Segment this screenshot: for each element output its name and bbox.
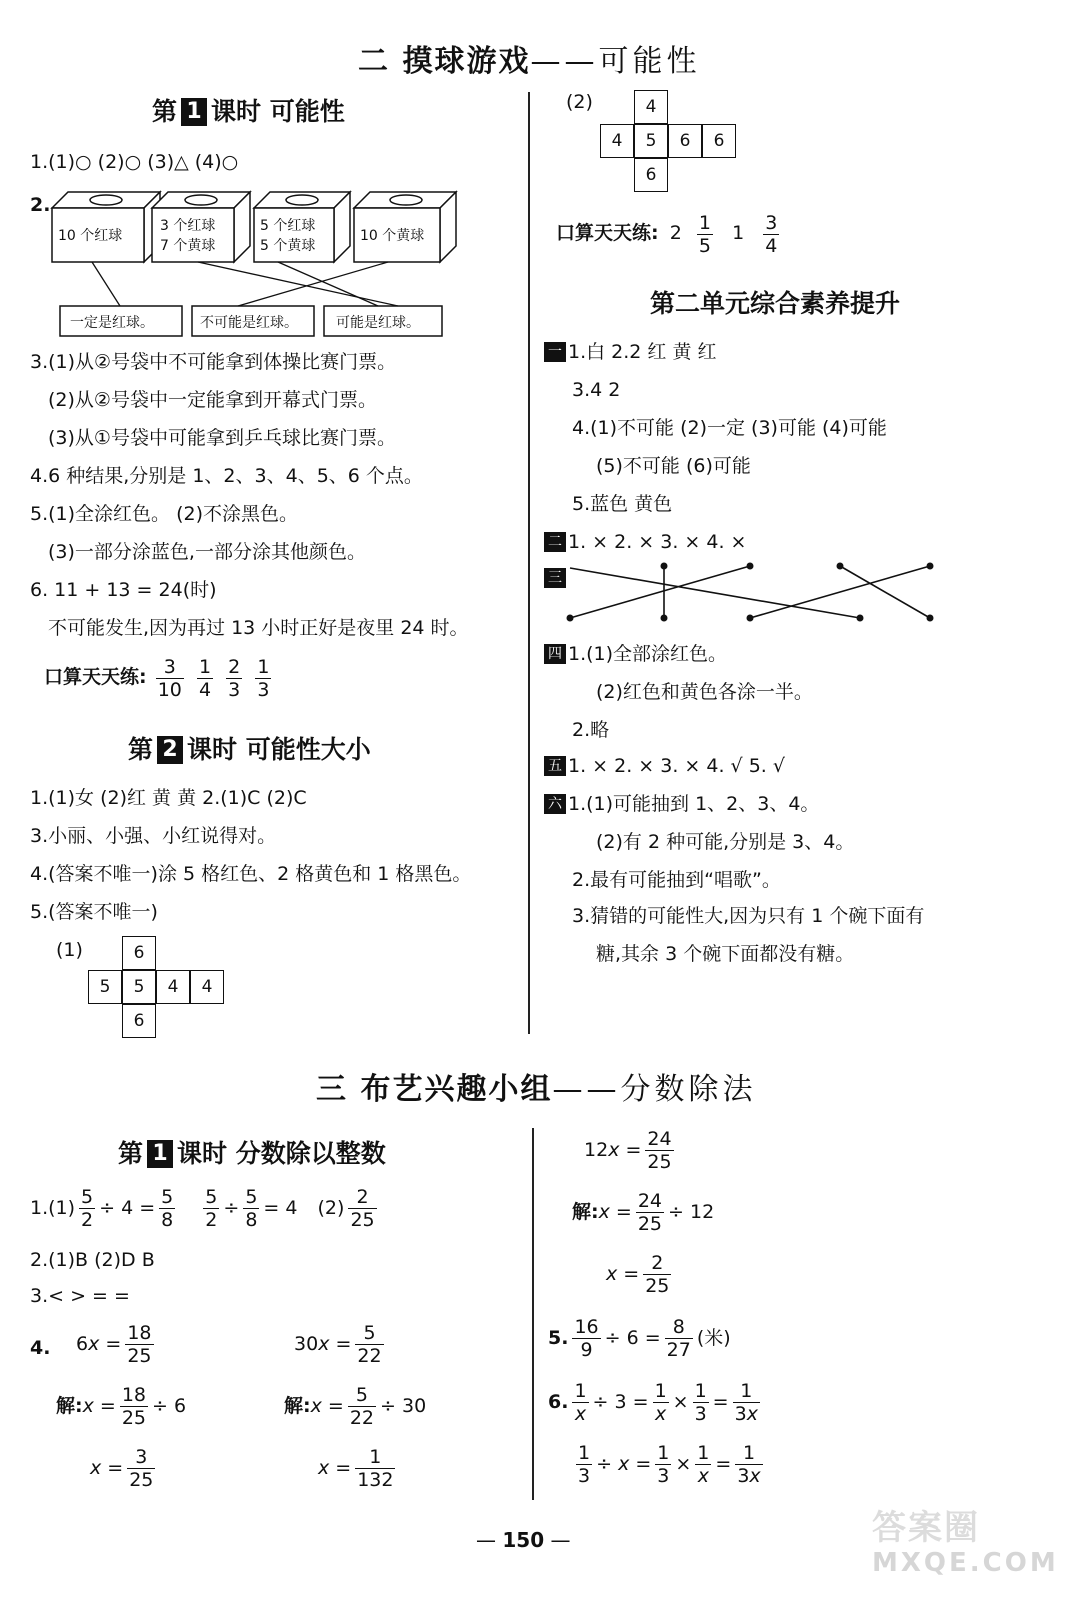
- denominator: 25: [645, 1275, 670, 1297]
- net-2-cell: 5: [634, 124, 668, 158]
- expr: =: [715, 1453, 732, 1475]
- denominator: 2: [81, 1209, 94, 1231]
- mental-math-label: 口算天天练:: [556, 222, 659, 244]
- review-line: 1.(1)全部涂红色。: [568, 643, 728, 665]
- expr: ÷ 6: [152, 1395, 187, 1417]
- denominator: 2: [205, 1209, 218, 1231]
- fraction: [159, 1186, 175, 1231]
- lesson-number-badge: 1: [147, 1140, 173, 1168]
- numerator: 5: [245, 1186, 258, 1208]
- page-number-value: 150: [502, 1528, 545, 1552]
- fraction: [636, 1190, 664, 1235]
- review-section-1: [544, 340, 717, 364]
- lesson-1-heading: [152, 92, 345, 128]
- l2-answer-1: 1.(1)女 (2)红 黄 黄 2.(1)C (2)C: [30, 787, 307, 809]
- numerator: 3: [127, 1446, 155, 1469]
- review-line: 糖,其余 3 个碗下面都没有糖。: [596, 943, 855, 965]
- numerator: 2: [348, 1186, 376, 1209]
- unit-subtitle: 分数除法: [620, 1072, 757, 1107]
- fraction: [655, 1442, 671, 1487]
- fraction: [348, 1384, 376, 1429]
- equation: [606, 1252, 675, 1297]
- lesson-pre: 第: [118, 1139, 144, 1168]
- review-line: 1. × 2. × 3. × 4. √ 5. √: [568, 755, 785, 777]
- numerator: 3: [156, 656, 184, 679]
- result-2: 不可能是红球。: [200, 315, 298, 331]
- net-1-cell: 4: [156, 970, 190, 1004]
- net-2-cell: 4: [634, 90, 668, 124]
- numerator: 1: [355, 1446, 395, 1469]
- question-label: 6.: [548, 1391, 569, 1413]
- net-1-cell: 6: [122, 1004, 156, 1038]
- expr: x =: [318, 1457, 352, 1479]
- matching-lines-diagram: [560, 558, 940, 628]
- denominator: 4: [765, 235, 778, 257]
- numerator: 5: [355, 1322, 383, 1345]
- review-line: 5.蓝色 黄色: [572, 493, 673, 515]
- fraction: [763, 212, 779, 257]
- expr: ×: [672, 1391, 689, 1413]
- fraction: [665, 1316, 693, 1361]
- dash-left: —: [476, 1528, 503, 1552]
- numerator: 1: [574, 1380, 587, 1402]
- denominator: 8: [161, 1209, 174, 1231]
- expr: x =: [310, 1395, 344, 1417]
- dash-right: —: [544, 1528, 571, 1552]
- numerator: 1: [733, 1380, 760, 1403]
- column-divider: [528, 92, 530, 1034]
- fraction: [127, 1446, 155, 1491]
- denominator: 25: [127, 1345, 152, 1367]
- denominator: 3x: [734, 1403, 758, 1425]
- denominator: x: [574, 1403, 587, 1425]
- box-3-line-2: 5 个黄球: [260, 238, 316, 254]
- denominator: 3: [657, 1465, 670, 1487]
- denominator: 3: [578, 1465, 591, 1487]
- numerator: 1: [735, 1442, 762, 1465]
- answer-3-3: (3)从①号袋中可能拿到乒乓球比赛门票。: [48, 427, 396, 449]
- box-1-label: 10 个红球: [58, 228, 123, 244]
- lesson-pre: 第: [128, 735, 154, 764]
- fraction: [79, 1186, 95, 1231]
- denominator: 8: [245, 1209, 258, 1231]
- unit-title-text: 二 摸球游戏: [358, 44, 531, 79]
- l2-answer-4: 4.(答案不唯一)涂 5 格红色、2 格黄色和 1 格黑色。: [30, 863, 472, 885]
- u3-answer-4-label: 4.: [30, 1337, 51, 1359]
- equation: [56, 1384, 186, 1429]
- denominator: 4: [198, 679, 212, 701]
- fraction: [348, 1186, 376, 1231]
- watermark-url: MXQE.COM: [872, 1548, 1059, 1578]
- box-2-line-1: 3 个红球: [160, 218, 216, 234]
- denominator: 9: [580, 1339, 593, 1361]
- expr: x =: [606, 1263, 640, 1285]
- review-line: 1.(1)可能抽到 1、2、3、4。: [568, 793, 820, 815]
- unit-3-title: [316, 1064, 756, 1108]
- section-mark: 五: [544, 756, 566, 776]
- section-mark: 一: [544, 342, 566, 362]
- net-1-cell: 4: [190, 970, 224, 1004]
- numerator: 18: [121, 1384, 147, 1406]
- numerator: 5: [205, 1186, 218, 1208]
- expr: (2): [317, 1197, 345, 1219]
- fraction: [643, 1252, 671, 1297]
- box-3-line-1: 5 个红球: [260, 218, 316, 234]
- expr: x =: [598, 1201, 632, 1223]
- mental-math-label: 口算天天练:: [44, 666, 147, 688]
- denominator: 22: [349, 1407, 375, 1429]
- review-section-5: [544, 754, 785, 778]
- unit: (米): [696, 1327, 731, 1349]
- answer-6-2: 不可能发生,因为再过 13 小时正好是夜里 24 时。: [48, 617, 469, 639]
- review-section-4: [544, 642, 727, 666]
- section-mark: 六: [544, 794, 566, 814]
- fraction: [697, 212, 713, 257]
- denominator: 25: [129, 1469, 154, 1491]
- numerator: 1: [698, 212, 711, 234]
- fraction: [572, 1316, 600, 1361]
- answer-4: 4.6 种结果,分别是 1、2、3、4、5、6 个点。: [30, 465, 423, 487]
- fraction: [695, 1442, 711, 1487]
- u3-answer-6: [548, 1380, 764, 1425]
- expr: ÷ 6 =: [604, 1327, 661, 1349]
- watermark-logo: 答案圈: [872, 1508, 980, 1548]
- section-mark: 四: [544, 644, 566, 664]
- denominator: 25: [350, 1209, 375, 1231]
- l2-answer-5: 5.(答案不唯一): [30, 901, 158, 923]
- denominator: 25: [637, 1213, 663, 1235]
- unit-title-dash: ——: [530, 44, 599, 79]
- review-line: 2.最有可能抽到“唱歌”。: [572, 869, 781, 891]
- equation: [76, 1322, 158, 1367]
- equation: [294, 1322, 388, 1367]
- review-heading: 第二单元综合素养提升: [650, 289, 901, 318]
- numerator: 24: [637, 1190, 663, 1212]
- fraction: [355, 1322, 383, 1367]
- expr: ÷ 12: [668, 1201, 715, 1223]
- numerator: 5: [161, 1186, 174, 1208]
- fraction: [735, 1442, 762, 1487]
- lesson-2-heading: [128, 730, 371, 766]
- net-2-cell: 6: [702, 124, 736, 158]
- fraction: [156, 656, 184, 701]
- l2-answer-3: 3.小丽、小强、小红说得对。: [30, 825, 277, 847]
- numerator: 8: [665, 1316, 693, 1339]
- mental-math-2: [556, 212, 783, 257]
- result-3: 可能是红球。: [336, 315, 420, 331]
- numerator: 18: [127, 1322, 152, 1344]
- answer-5-1: 5.(1)全涂红色。 (2)不涂黑色。: [30, 503, 298, 525]
- expr: =: [712, 1391, 729, 1413]
- fraction: [572, 1380, 588, 1425]
- answer-3-1: 3.(1)从②号袋中不可能拿到体操比赛门票。: [30, 351, 397, 373]
- denominator: 25: [121, 1407, 147, 1429]
- net-2-cell: 4: [600, 124, 634, 158]
- net-2-label: (2): [566, 91, 593, 113]
- lesson-post: 课时 可能性大小: [187, 735, 371, 764]
- fraction: [576, 1442, 592, 1487]
- unit-2-title: [358, 36, 700, 80]
- numerator: 1: [697, 1442, 710, 1464]
- net-1-cell: 5: [122, 970, 156, 1004]
- fraction: [355, 1446, 395, 1491]
- u3-answer-1: [30, 1186, 381, 1231]
- answer-5-2: (3)一部分涂蓝色,一部分涂其他颜色。: [48, 541, 366, 563]
- fraction: [653, 1380, 669, 1425]
- mental-math-1: [44, 656, 275, 701]
- question-label: 5.: [548, 1327, 569, 1349]
- numerator: 3: [765, 212, 778, 234]
- answer-6-1: 6. 11 + 13 = 24(时): [30, 579, 217, 601]
- u3-answer-5: [548, 1316, 731, 1361]
- review-line: (2)红色和黄色各涂一半。: [596, 681, 813, 703]
- denominator: 3: [228, 679, 241, 701]
- numerator: 1: [657, 1442, 670, 1464]
- expr: 30x =: [294, 1333, 352, 1355]
- u3-answer-6-2: [572, 1442, 767, 1487]
- numerator: 1: [257, 656, 270, 678]
- review-line: (2)有 2 种可能,分别是 3、4。: [596, 831, 855, 853]
- review-line: 3.猜错的可能性大,因为只有 1 个碗下面有: [572, 905, 925, 927]
- unit-title-dash: ——: [552, 1072, 621, 1107]
- fraction: [733, 1380, 760, 1425]
- review-line: 1. × 2. × 3. × 4. ×: [568, 531, 747, 553]
- lesson-post: 课时 可能性: [211, 97, 345, 126]
- lesson-number-badge: 1: [181, 98, 207, 126]
- net-1-cell: 6: [122, 936, 156, 970]
- equation: [284, 1384, 426, 1429]
- lesson-pre: 第: [152, 97, 178, 126]
- fraction: [203, 1186, 219, 1231]
- solution-label: 解:: [572, 1201, 599, 1223]
- equation: [584, 1128, 678, 1173]
- lesson-post: 课时 分数除以整数: [177, 1139, 386, 1168]
- numerator: 16: [574, 1316, 599, 1338]
- numerator: 1: [198, 656, 212, 678]
- denominator: 3x: [737, 1465, 761, 1487]
- numerator: 1: [694, 1380, 707, 1402]
- numerator: 1: [654, 1380, 667, 1402]
- section-mark: 二: [544, 532, 566, 552]
- answer-2-label: 2.: [30, 194, 51, 216]
- question-label: 1.(1): [30, 1197, 76, 1219]
- solution-label: 解:: [56, 1395, 83, 1417]
- fraction: [645, 1128, 673, 1173]
- integer-answer: 2: [669, 222, 682, 244]
- u3-answer-3: 3.< > = =: [30, 1285, 130, 1307]
- expr: x =: [82, 1395, 116, 1417]
- review-line: 1.白 2.2 红 黄 红: [568, 341, 717, 363]
- expr: ÷: [223, 1197, 240, 1219]
- denominator: 5: [698, 235, 711, 257]
- integer-answer: 1: [732, 222, 745, 244]
- net-1-label: (1): [56, 939, 83, 961]
- net-2-cell: 6: [668, 124, 702, 158]
- review-line: 2.略: [572, 719, 610, 741]
- numerator: 2: [228, 656, 241, 678]
- answer-1: 1.(1)○ (2)○ (3)△ (4)○: [30, 151, 239, 173]
- fraction: [120, 1384, 148, 1429]
- fraction: [693, 1380, 709, 1425]
- answer-3-2: (2)从②号袋中一定能拿到开幕式门票。: [48, 389, 377, 411]
- equation: [572, 1190, 714, 1235]
- ball-box-diagram: [48, 188, 458, 340]
- solution-label: 解:: [284, 1395, 311, 1417]
- review-section-2: [544, 530, 746, 554]
- net-1-cell: 5: [88, 970, 122, 1004]
- review-line: 4.(1)不可能 (2)一定 (3)可能 (4)可能: [572, 417, 887, 439]
- fraction: [243, 1186, 259, 1231]
- lesson-number-badge: 2: [157, 736, 183, 764]
- denominator: 132: [357, 1469, 394, 1491]
- fraction: [197, 656, 213, 701]
- unit-3-lesson-1-heading: [118, 1134, 386, 1170]
- review-line: (5)不可能 (6)可能: [596, 455, 751, 477]
- denominator: 3: [257, 679, 270, 701]
- denominator: 22: [357, 1345, 382, 1367]
- expr: ×: [675, 1453, 692, 1475]
- page-number: [476, 1528, 570, 1552]
- numerator: 1: [578, 1442, 591, 1464]
- equation: [90, 1446, 159, 1491]
- column-divider: [532, 1128, 534, 1500]
- result-1: 一定是红球。: [70, 315, 154, 331]
- denominator: 27: [666, 1339, 691, 1361]
- unit-title-text: 三 布艺兴趣小组: [316, 1072, 553, 1107]
- denominator: x: [697, 1465, 709, 1487]
- expr: = 4: [263, 1197, 298, 1219]
- expr: ÷ 30: [380, 1395, 427, 1417]
- section-mark: 三: [544, 568, 566, 588]
- equation: [318, 1446, 399, 1491]
- unit-subtitle: 可能性: [598, 44, 701, 79]
- numerator: 5: [348, 1384, 376, 1407]
- box-4-label: 10 个黄球: [360, 228, 425, 244]
- expr: ÷ 4 =: [99, 1197, 156, 1219]
- expr: 6x =: [76, 1333, 122, 1355]
- expr: ÷ 3 =: [592, 1391, 649, 1413]
- expr: x =: [90, 1457, 124, 1479]
- review-section-6: [544, 792, 819, 816]
- fraction: [255, 656, 271, 701]
- numerator: 2: [643, 1252, 671, 1275]
- numerator: 5: [81, 1186, 94, 1208]
- numerator: 24: [647, 1128, 672, 1150]
- fraction: [226, 656, 242, 701]
- expr: 12x =: [584, 1139, 642, 1161]
- denominator: 3: [694, 1403, 707, 1425]
- denominator: 25: [647, 1151, 672, 1173]
- fraction: [125, 1322, 153, 1367]
- net-2-cell: 6: [634, 158, 668, 192]
- expr: ÷ x =: [596, 1453, 652, 1475]
- u3-answer-2: 2.(1)B (2)D B: [30, 1249, 155, 1271]
- denominator: x: [654, 1403, 667, 1425]
- denominator: 10: [157, 679, 182, 701]
- box-2-line-2: 7 个黄球: [160, 238, 216, 254]
- review-line: 3.4 2: [572, 379, 621, 401]
